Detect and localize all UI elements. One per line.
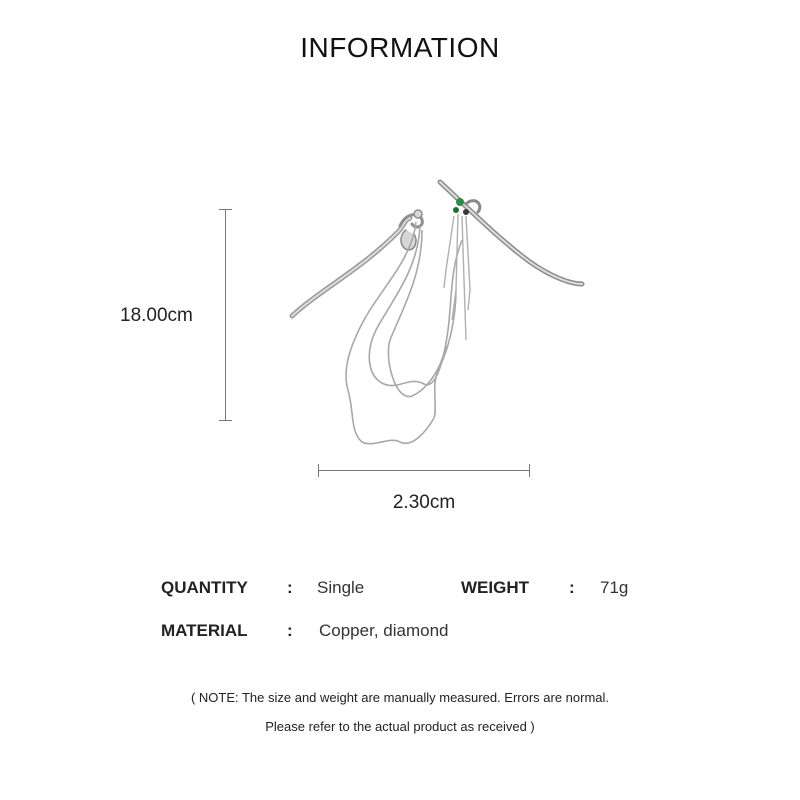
material-value: Copper, diamond — [319, 621, 449, 640]
page-title: INFORMATION — [300, 32, 500, 63]
note-line-1: ( NOTE: The size and weight are manually measured. Errors are normal. — [190, 690, 610, 705]
left-hairpin — [292, 210, 422, 316]
chains — [346, 222, 462, 444]
height-label: 18.00cm — [120, 305, 193, 326]
quantity-value: Single — [317, 578, 365, 597]
quantity-label: QUANTITY — [161, 578, 248, 597]
quantity-colon: : — [287, 578, 293, 597]
weight-label: WEIGHT — [461, 578, 529, 597]
right-hairpin — [440, 182, 582, 284]
width-dimension-line — [318, 464, 530, 478]
width-label: 2.30cm — [392, 492, 456, 513]
weight-value: 71g — [600, 578, 629, 597]
material-label: MATERIAL — [161, 621, 248, 640]
material-colon: : — [287, 621, 293, 640]
weight-colon: : — [569, 578, 575, 597]
product-image — [280, 170, 600, 470]
height-dimension-line — [219, 209, 233, 421]
tassels — [444, 214, 470, 340]
note-line-2: Please refer to the actual product as received ) — [265, 719, 535, 734]
